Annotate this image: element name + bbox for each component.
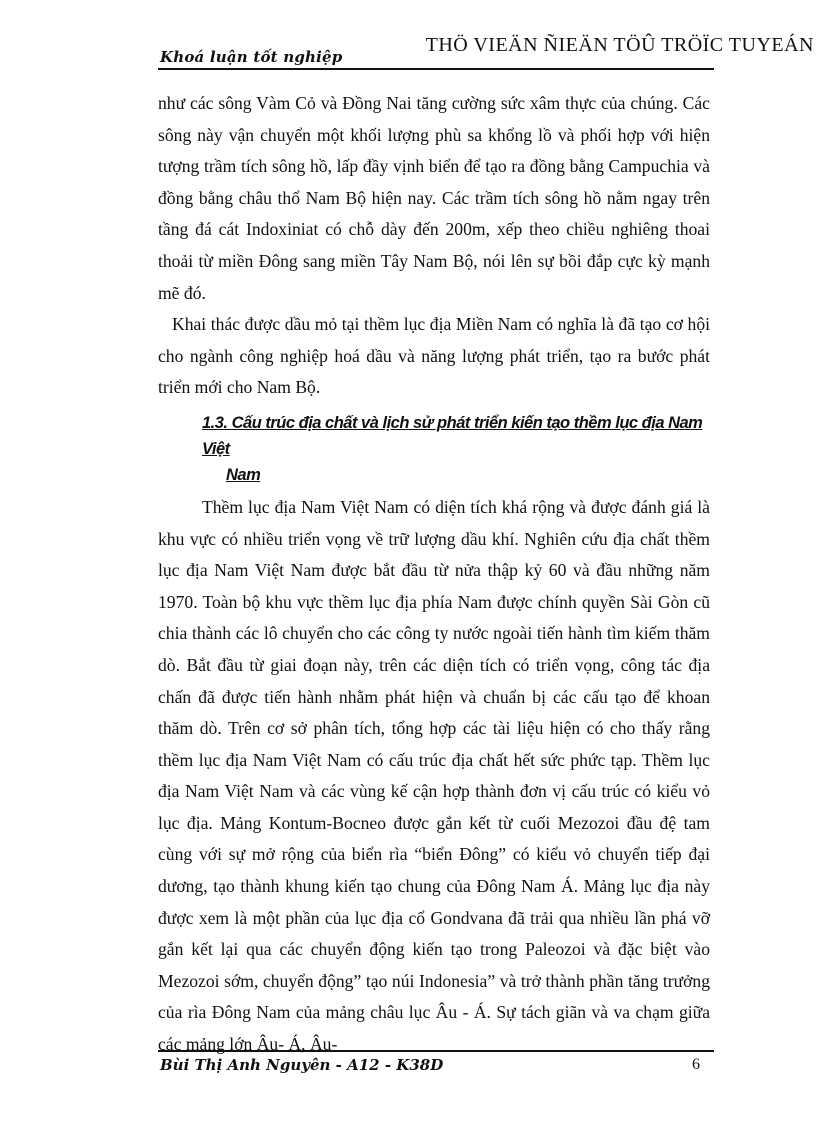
section-heading bbox=[202, 410, 710, 488]
footer-author: Bùi Thị Anh Nguyên - A12 - K38D bbox=[160, 1056, 444, 1074]
header-rule bbox=[158, 68, 714, 70]
footer-rule bbox=[158, 1050, 714, 1052]
paragraph-2: Khai thác được dầu mỏ tại thềm lục địa Miền Nam có nghĩa là đã tạo cơ hội cho ngành công nghiệp hoá dầu và năng lượng phát triển, tạo ra bước phát triển mới cho Nam Bộ. bbox=[158, 314, 710, 398]
header-title-left: Khoá luận tốt nghiệp bbox=[160, 48, 343, 66]
section-heading-line-1: 1.3. Cấu trúc địa chất và lịch sử phát triển kiến tạo thềm lục địa Nam Việt bbox=[202, 413, 703, 458]
page-body bbox=[158, 88, 710, 1061]
paragraph-3: Thềm lục địa Nam Việt Nam có diện tích khá rộng và được đánh giá là khu vực có nhiều triển vọng về trữ lượng dầu khí. Nghiên cứu địa chất thềm lục địa Nam Việt Nam được bắt đầu từ nửa thập kỷ 60 và đầu những năm 1970. Toàn bộ khu vực thềm lục địa phía Nam được chính quyền Sài Gòn cũ chia thành các lô chuyển cho các công ty nước ngoài tiến hành tìm kiếm thăm dò. Bắt đầu từ giai đoạn này, trên các diện tích có triển vọng, công tác địa chấn đã được tiến hành nhằm phát hiện và chuẩn bị các cấu tạo để khoan thăm dò. Trên cơ sở phân tích, tổng hợp các tài liệu hiện có cho thấy rằng thềm lục địa Nam Việt Nam có cấu trúc địa chất hết sức phức tạp. Thềm lục địa Nam Việt Nam và các vùng kế cận hợp thành đơn vị cấu trúc có kiểu vỏ lục địa. Mảng Kontum-Bocneo được gắn kết từ cuối Mezozoi đầu đệ tam cùng với sự mở rộng của biển rìa “biển Đông” có kiểu vỏ chuyển tiếp đại dương, tạo thành khung kiến tạo chung của Đông Nam Á. Mảng lục địa này được xem là một phần của lục địa cổ Gondvana đã trải qua nhiều lần phá vỡ gắn kết lại qua các chuyển động kiến tạo trong Paleozoi và đặc biệt vào Mezozoi sớm, chuyển động” tạo núi Indonesia” và trở thành phần tăng trưởng của rìa Đông Nam của mảng châu lục Âu - Á. Sự tách giãn và va chạm giữa các mảng lớn Âu- Á, Âu- bbox=[158, 496, 710, 1055]
page-number: 6 bbox=[692, 1056, 700, 1073]
header-library-banner: THÖ VIEÄN ÑIEÄN TÖÛ TRÖÏC TUYEÁN bbox=[425, 34, 814, 56]
section-heading-line-2: Nam bbox=[226, 465, 261, 484]
paragraph-1: như các sông Vàm Cỏ và Đồng Nai tăng cường sức xâm thực của chúng. Các sông này vận chuyển một khối lượng phù sa khổng lồ và phối hợp với hiện tượng trầm tích sông hồ, lấp đầy vịnh biển để tạo ra đồng bằng Campuchia và đồng bằng châu thổ Nam Bộ hiện nay. Các trầm tích sông hồ nằm ngay trên tầng đá cát Indoxiniat có chỗ dày đến 200m, xếp theo chiều nghiêng thoai thoải từ miền Đông sang miền Tây Nam Bộ, nói lên sự bồi đắp cực kỳ mạnh mẽ đó. bbox=[158, 93, 710, 303]
